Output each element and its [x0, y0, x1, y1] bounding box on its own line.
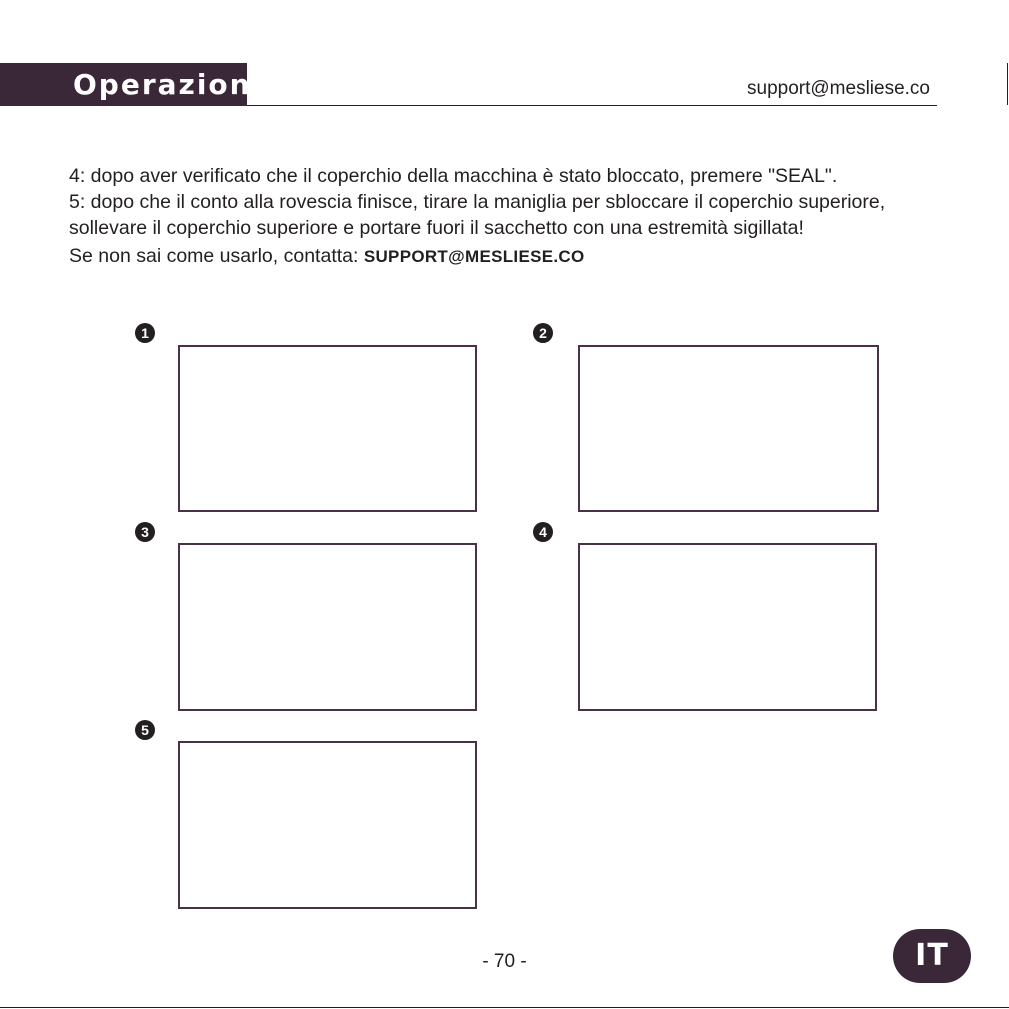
edge-divider: [1007, 63, 1008, 105]
footer-divider: [0, 1007, 1009, 1008]
instructions-block: [69, 163, 969, 270]
contact-email: SUPPORT@MESLIESE.CO: [363, 247, 585, 266]
contact-line: [69, 243, 969, 270]
language-badge: IT: [893, 929, 971, 983]
contact-prefix: Se non sai come usarlo, contatta:: [69, 245, 364, 267]
header-divider: [247, 105, 937, 106]
instruction-step-5-continued: sollevare il coperchio superiore e portare fuori il sacchetto con una estremità sigillata!: [69, 217, 804, 239]
step-5-number-badge: 5: [135, 720, 155, 740]
step-3-image-frame: [178, 543, 477, 711]
step-2-number-badge: 2: [533, 323, 553, 343]
step-1-image-frame: [178, 345, 477, 512]
instruction-step-4: 4: dopo aver verificato che il coperchio della macchina è stato bloccato, premere "SEAL".: [69, 165, 838, 187]
header-support-email: support@mesliese.co: [747, 78, 930, 99]
step-3-number-badge: 3: [135, 522, 155, 542]
section-title: Operazioni: [73, 68, 264, 101]
step-5-image-frame: [178, 741, 477, 909]
step-4-image-frame: [578, 543, 877, 711]
step-2-image-frame: [578, 345, 879, 512]
instruction-step-5: 5: dopo che il conto alla rovescia finisce, tirare la maniglia per sbloccare il coperchio superiore,: [69, 191, 886, 213]
step-4-number-badge: 4: [533, 522, 553, 542]
step-1-number-badge: 1: [135, 323, 155, 343]
page-number: - 70 -: [482, 951, 527, 972]
